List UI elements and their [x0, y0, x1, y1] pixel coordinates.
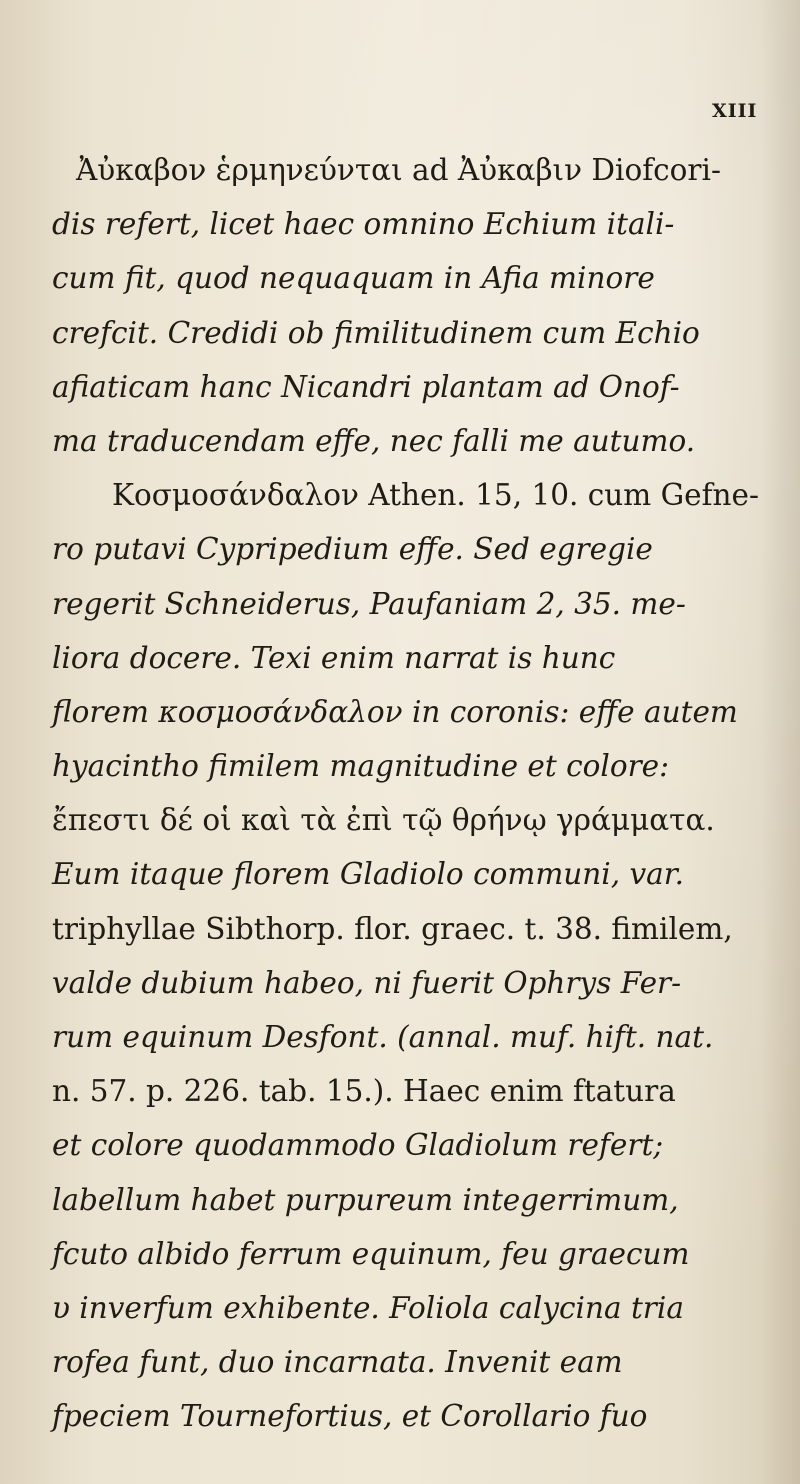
text-line: Eum itaque florem Gladiolo communi, var. [52, 857, 684, 892]
text-line: fpeciem Tournefortius, et Corollario fuo [52, 1399, 648, 1434]
text-line: hyacintho fimilem magnitudine et colore: [52, 749, 670, 784]
text-line: rofea funt, duo incarnata. Invenit eam [52, 1345, 623, 1380]
text-line: υ inverfum exhibente. Foliola calycina tria [52, 1290, 684, 1325]
text-line: dis refert, licet haec omnino Echium itali- [52, 207, 675, 242]
text-line: Ἀὐκαβον ἑρμηνεύνται ad Ἀὐκαβιν Diofcori- [76, 153, 721, 187]
text-line: afiaticam hanc Nicandri plantam ad Onof- [52, 369, 680, 404]
text-line: fcuto albido ferrum equinum, feu graecum [52, 1236, 690, 1271]
text-line: Κοσμοσάνδαλον Athen. 15, 10. cum Gefne- [112, 478, 759, 513]
text-line: regerit Schneiderus, Paufaniam 2, 35. me- [52, 586, 686, 621]
text-line: liora docere. Texi enim narrat is hunc [52, 640, 616, 675]
text-line: triphyllae Sibthorp. flor. graec. t. 38. fimilem, [52, 911, 733, 946]
text-line: valde dubium habeo, ni fuerit Ophrys Fer- [52, 965, 682, 1000]
body-text [52, 143, 772, 1444]
text-line: ro putavi Cypripedium effe. Sed egregie [52, 532, 653, 567]
text-line: cum fit, quod nequaquam in Afia minore [52, 261, 655, 296]
page-number: XIII [712, 100, 758, 122]
text-line: ma traducendam effe, nec falli me autumo. [52, 423, 696, 458]
text-line: et colore quodammodo Gladiolum refert; [52, 1128, 664, 1163]
text-line: florem κοσμοσάνδαλον in coronis: effe autem [52, 694, 738, 729]
text-line: ἔπεστι δέ οἱ καὶ τὰ ἐπὶ τῷ θρήνῳ γράμματα. [52, 803, 715, 838]
text-line: labellum habet purpureum integerrimum, [52, 1182, 679, 1217]
text-line: n. 57. p. 226. tab. 15.). Haec enim ftatura [52, 1074, 676, 1109]
text-line: crefcit. Credidi ob fimilitudinem cum Echio [52, 315, 700, 350]
text-line: rum equinum Desfont. (annal. muf. hift. nat. [52, 1020, 714, 1054]
